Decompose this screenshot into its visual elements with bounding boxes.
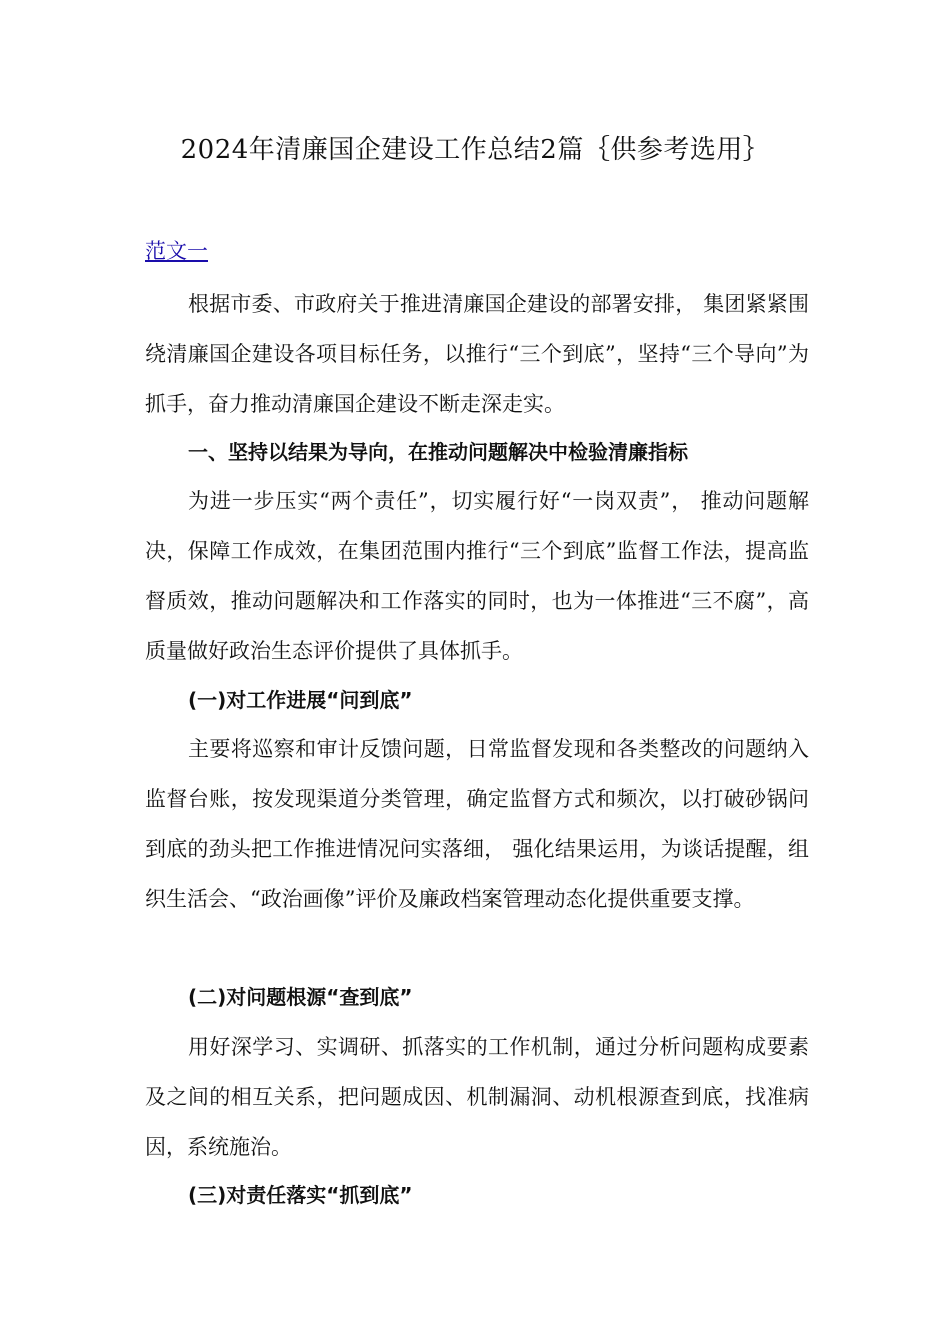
paragraph-3: 用好深学习、实调研、抓落实的工作机制，通过分析问题构成要素及之间的相互关系，把问题成因、机制漏洞、动机根源查到底，找准病因，系统施治。 bbox=[145, 1035, 809, 1159]
document-title: 2024年清廉国企建设工作总结2篇｛供参考选用｝ bbox=[180, 135, 770, 165]
section-heading-1: 一、坚持以结果为导向，在推动问题解决中检验清廉指标 bbox=[188, 440, 688, 464]
subheading-2: (二)对问题根源“查到底” bbox=[188, 985, 413, 1009]
section-link-fanwen-1[interactable]: 范文一 bbox=[145, 239, 208, 263]
subheading-3: (三)对责任落实“抓到底” bbox=[188, 1183, 413, 1207]
subheading-1: (一)对工作进展“问到底” bbox=[188, 688, 413, 712]
paragraph-2: 主要将巡察和审计反馈问题，日常监督发现和各类整改的问题纳入监督台账，按发现渠道分类管理，确定监督方式和频次，以打破砂锅问到底的劲头把工作推进情况问实落细， 强化结果运用，为谈话提醒，组织生活会、“政治画像”评价及廉政档案管理动态化提供重要支撑。 bbox=[145, 737, 809, 911]
paragraph-1: 为进一步压实“两个责任”，切实履行好“一岗双责”， 推动问题解决，保障工作成效，在集团范围内推行“三个到底”监督工作法，提高监督质效，推动问题解决和工作落实的同时，也为一体推进“三不腐”，高质量做好政治生态评价提供了具体抓手。 bbox=[145, 489, 809, 663]
intro-paragraph: 根据市委、市政府关于推进清廉国企建设的部署安排， 集团紧紧围绕清廉国企建设各项目标任务，以推行“三个到底”，坚持“三个导向”为抓手，奋力推动清廉国企建设不断走深走实。 bbox=[145, 292, 809, 416]
